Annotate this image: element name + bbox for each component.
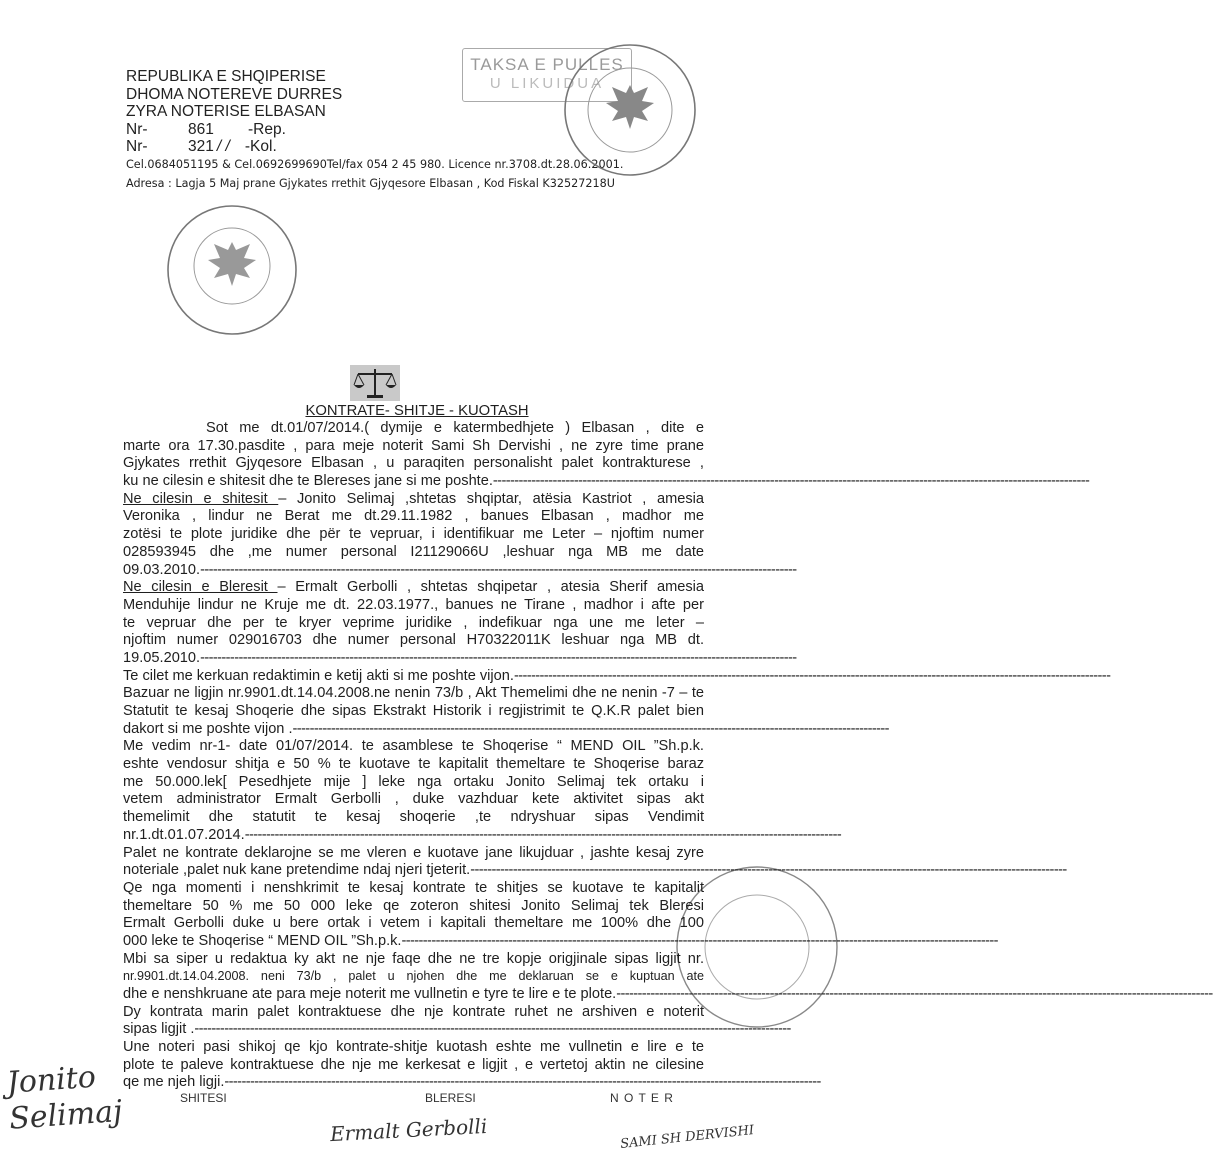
- rep-number: [126, 121, 342, 139]
- contract-line: [123, 932, 998, 951]
- kol-value: 321: [188, 138, 214, 155]
- line-text: Sot me dt.01/07/2014.( dymije e katermbedhjete ) Elbasan , dite e: [206, 420, 704, 436]
- line-text: nr.9901.dt.14.04.2008. neni 73/b , palet u njohen dhe me deklaruan se e kuptuan ate: [123, 969, 704, 984]
- line-text: Dy kontrata marin palet kontraktuese dhe nje kontrate ruhet ne arshiven e noterit: [123, 1003, 704, 1020]
- line-text: 19.05.2010.: [123, 649, 201, 666]
- contract-line: [123, 597, 704, 615]
- line-text: zotësi te plote juridike dhe për te vepruar, i identifikuar me Leter – njoftim numer: [123, 526, 704, 543]
- contract-line: [123, 508, 704, 526]
- line-text: me 50.000.lek[ Pesedhjete mije ] leke nga ortaku Jonito Selimaj tek ortaku i: [123, 773, 704, 790]
- line-text: marte ora 17.30.pasdite , para meje noterit Sami Sh Dervishi , ne zyre time prane: [123, 437, 704, 454]
- contract-line: [123, 738, 704, 756]
- scales-of-justice-icon: [350, 365, 400, 401]
- dash-filler: --------------------------------------------------------------------------------------------------------------------------------------------: [194, 1021, 791, 1038]
- notary-signature: SAMI SH DERVISHI: [619, 1123, 755, 1152]
- line-text: Une noteri pasi shikoj qe kjo kontrate-shitje kuotash eshte me vullnetin e lire e te: [123, 1039, 704, 1056]
- dash-filler: --------------------------------------------------------------------------------------------------------------------------------------------: [224, 1074, 821, 1091]
- line-text: Ermalt Gerbolli duke u bere ortak i vetem i kapitali themeltare me 100% dhe 100: [123, 915, 704, 932]
- line-text: 09.03.2010.: [123, 561, 201, 578]
- contract-line: [123, 685, 704, 703]
- line-text: eshte vendosur shitja e 50 % te kuotave te kapitalit themeltare te Shoqerise baraz: [123, 756, 704, 773]
- line-text: qe me njeh ligji.: [123, 1074, 225, 1091]
- dash-filler: --------------------------------------------------------------------------------------------------------------------------------------------: [200, 561, 797, 578]
- line-text: Menduhije lindur ne Kruje me dt. 22.03.1977., banues ne Tirane , madhor i afte per: [123, 596, 704, 613]
- buyer-label: BLERESI: [425, 1091, 476, 1105]
- contract-line: [123, 1057, 704, 1075]
- line-text: Veronika , lindur ne Berat me dt.29.11.1982 , banues Elbasan , madhor me: [123, 508, 704, 525]
- contract-line: [123, 845, 704, 863]
- dash-filler: --------------------------------------------------------------------------------------------------------------------------------------------: [492, 473, 1090, 490]
- tax-stamp-line2: U LIKUIDUA: [489, 75, 605, 92]
- contract-line: [123, 720, 889, 739]
- contact-line: Cel.0684051195 & Cel.0692699690Tel/fax 054 2 45 980. Licence nr.3708.dt.28.06.2001.: [126, 158, 624, 171]
- contract-line: [123, 756, 704, 774]
- contract-line: [123, 579, 704, 597]
- line-text: – Jonito Selimaj ,shtetas shqiptar, atësia Kastriot , amesia: [278, 490, 704, 507]
- contract-line: [123, 667, 1111, 686]
- line-text: vetem administrator Ermalt Gerbolli , duke vazhduar kete aktivitet sipas akt: [123, 791, 704, 808]
- contract-line: [123, 1039, 704, 1057]
- line-text: Qe nga momenti i nenshkrimit te kesaj kontrate te shitjes se kuotave te kapitalit: [123, 879, 704, 896]
- notary-header: [126, 68, 342, 156]
- line-text: te vepruar dhe per te kryer veprime juridike , indefikuar nga une me leter –: [123, 614, 704, 631]
- party-heading: Ne cilesin e Bleresit: [123, 579, 278, 596]
- contract-line: [123, 491, 704, 509]
- contract-line: [123, 420, 704, 438]
- notary-seal-top: [560, 40, 700, 180]
- notary-label: N O T E R: [610, 1091, 674, 1105]
- contract-line: [123, 455, 704, 473]
- rep-value: 861: [188, 120, 214, 138]
- notary-seal-left: [162, 200, 302, 340]
- line-text: dhe e nenshkruane ate para meje noterit me vullnetin e tyre te lire e te plote.: [123, 986, 617, 1002]
- contract-line: [123, 915, 704, 933]
- contract-line: [123, 703, 704, 721]
- document-title: KONTRATE- SHITJE - KUOTASH: [305, 403, 529, 419]
- kol-number: [126, 138, 342, 156]
- kol-prefix: Nr-: [126, 138, 148, 155]
- contract-line: [123, 898, 704, 916]
- contract-line: [123, 809, 704, 827]
- contract-body: [123, 420, 1213, 1092]
- contract-line: [123, 1021, 791, 1039]
- address-line: Adresa : Lagja 5 Maj prane Gjykates rrethit Gjyqesore Elbasan , Kod Fiskal K32527218U: [126, 177, 615, 190]
- dash-filler: --------------------------------------------------------------------------------------------------------------------------------------------: [401, 932, 998, 949]
- rep-suffix: -Rep.: [248, 120, 286, 138]
- contract-line: [123, 632, 704, 650]
- party-heading: Ne cilesin e shitesit: [123, 490, 279, 507]
- seller-label: SHITESI: [180, 1091, 227, 1105]
- dash-filler: --------------------------------------------------------------------------------------------------------------------------------------------: [292, 720, 889, 737]
- header-office: ZYRA NOTERISE ELBASAN: [126, 103, 326, 120]
- line-text: nr.1.dt.01.07.2014.: [123, 826, 245, 843]
- line-text: Gjykates rrethit Gjyqesore Elbasan , u paraqiten personalisht palet kontrakturese ,: [123, 455, 704, 472]
- contract-line: [123, 1004, 704, 1022]
- line-text: Bazuar ne ligjin nr.9901.dt.14.04.2008.ne nenin 73/b , Akt Themelimi dhe ne nenin -7 – te: [123, 685, 704, 702]
- line-text: – Ermalt Gerbolli , shtetas shqipetar , atesia Sherif amesia: [277, 579, 704, 596]
- line-text: noteriale ,palet nuk kane pretendime ndaj njeri tjeterit.: [123, 862, 471, 879]
- seller-signature: Jonito Selimaj: [5, 1059, 124, 1137]
- contract-line: [123, 826, 842, 845]
- dash-filler: --------------------------------------------------------------------------------------------------------------------------------------------: [513, 667, 1111, 684]
- contract-line: [123, 791, 704, 809]
- contract-line: [123, 862, 1067, 880]
- line-text: Te cilet me kerkuan redaktimin e ketij akti si me poshte vijon.: [123, 667, 514, 684]
- line-text: sipas ligjit .: [123, 1021, 195, 1038]
- rep-prefix: Nr-: [126, 120, 148, 138]
- contract-line: [123, 774, 704, 792]
- line-text: njoftim numer 029016703 dhe numer personal H70322011K leshuar nga MB dt.: [123, 632, 704, 649]
- header-chamber: DHOMA NOTEREVE DURRES: [126, 85, 343, 103]
- kol-mark: / /: [216, 138, 230, 155]
- contract-line: [123, 968, 704, 986]
- dash-filler: --------------------------------------------------------------------------------------------------------------------------------------------: [470, 862, 1067, 879]
- eagle-icon: [606, 85, 654, 129]
- line-text: dakort si me poshte vijon .: [123, 720, 293, 737]
- contract-line: [123, 986, 1213, 1004]
- line-text: ku ne cilesin e shitesit dhe te Blereses jane si me poshte.: [123, 473, 493, 490]
- line-text: themeltare 50 % me 50 000 leke qe zoteron shitesi Jonito Selimaj tek Bleresi: [123, 897, 704, 914]
- line-text: themelimit dhe statutit te kesaj shoqerie ,te ndryshuar sipas Vendimit: [123, 809, 704, 826]
- line-text: Mbi sa siper u redaktua ky akt ne nje faqe dhe ne tre kopje origjinale sipas ligjit nr.: [123, 950, 704, 967]
- dash-filler: --------------------------------------------------------------------------------------------------------------------------------------------: [244, 826, 842, 843]
- contract-line: [123, 561, 797, 580]
- buyer-signature: Ermalt Gerbolli: [329, 1113, 488, 1147]
- contract-line: [123, 526, 704, 544]
- line-text: 028593945 dhe ,me numer personal I21129066U ,leshuar nga MB me date: [123, 543, 704, 560]
- contract-line: [123, 951, 704, 969]
- line-text: Statutit te kesaj Shoqerie dhe sipas Ekstrakt Historik i regjistrimit te Q.K.R palet bien: [123, 703, 704, 719]
- tax-stamp-line1: TAKSA E PULLES: [470, 55, 624, 74]
- dash-filler: --------------------------------------------------------------------------------------------------------------------------------------------: [616, 986, 1213, 1002]
- kol-suffix: -Kol.: [244, 138, 277, 155]
- contract-line: [123, 615, 704, 633]
- line-text: Palet ne kontrate deklarojne se me vleren e kuotave jane likujduar , jashte kesaj zyre: [123, 844, 704, 861]
- contract-line: [123, 438, 704, 456]
- eagle-icon: [208, 242, 256, 286]
- line-text: Me vedim nr-1- date 01/07/2014. te asamblese te Shoqerise “ MEND OIL ”Sh.p.k.: [123, 738, 704, 755]
- line-text: 000 leke te Shoqerise “ MEND OIL ”Sh.p.k.: [123, 932, 402, 949]
- contract-line: [123, 880, 704, 898]
- header-republic: REPUBLIKA E SHQIPERISE: [126, 68, 326, 85]
- line-text: plote te paleve kontraktuese dhe nje me kerkesat e ligjit , e vertetoj aktin ne cilesine: [123, 1056, 704, 1073]
- contract-line: [123, 544, 704, 562]
- contract-line: [123, 473, 1090, 491]
- contract-line: [123, 1074, 821, 1092]
- dash-filler: --------------------------------------------------------------------------------------------------------------------------------------------: [200, 649, 797, 666]
- contract-line: [123, 649, 797, 668]
